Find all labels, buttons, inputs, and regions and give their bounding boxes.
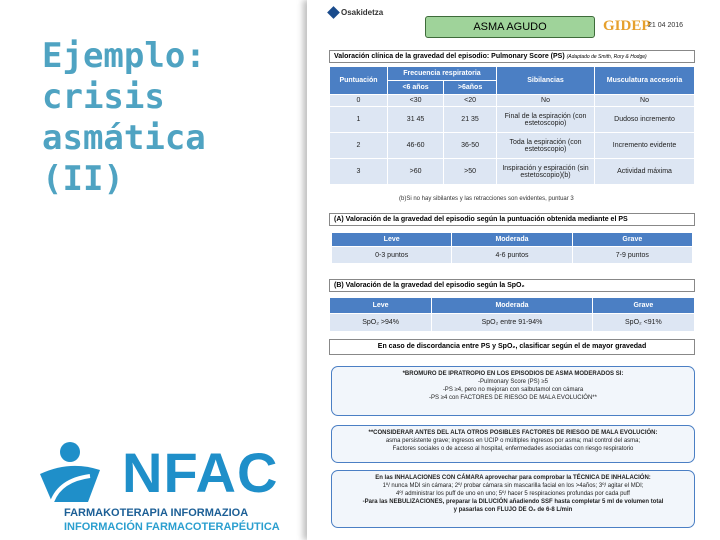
section-a-header: (A) Valoración de la gravedad del episodio según la puntuación obtenida mediante el PS [329, 213, 695, 226]
b-col-grave: Grave [592, 298, 694, 314]
cell: 31 45 [388, 107, 444, 133]
inhalation-line-1: 1º/ nunca MDI sin cámara; 2º/ probar cámara sin mascarilla facial en los >4años; 3º/ agitar el MDI; [382, 483, 644, 489]
inhalation-line-4: y pasarlas con FLUJO DE O₂ de 6-8 L/min [453, 507, 573, 513]
risk-factors-title: **CONSIDERAR ANTES DEL ALTA OTROS POSIBLES FACTORES DE RIESGO DE MALA EVOLUCIÓN: [368, 430, 658, 436]
risk-factors-line-1: asma persistente grave; ingresos en UCIP o múltiples ingresos por asma; mal control del asma; [385, 438, 641, 444]
cell: 46-60 [388, 133, 444, 159]
table-row [330, 95, 695, 107]
infac-logo [30, 440, 300, 535]
a-col-grave: Grave [572, 233, 692, 247]
cell: 0 [330, 95, 388, 107]
cell: <20 [444, 95, 497, 107]
cell: 21 35 [444, 107, 497, 133]
section-b-table [329, 297, 695, 332]
title-line-4: (II) [42, 159, 124, 199]
cell: 4-6 puntos [452, 247, 572, 264]
cell: SpO₂ entre 91-94% [432, 314, 593, 332]
osakidetza-icon [327, 7, 340, 20]
ps-header-note: (Adaptado de Smith, Rory & Hodge) [566, 54, 647, 60]
cell: Inspiración y espiración (sin estetoscopio)(b) [497, 159, 595, 185]
infac-wordmark: NFAC [122, 441, 279, 504]
ipratropio-title: *BROMURO DE IPRATROPIO EN LOS EPISODIOS DE ASMA MODERADOS SI: [402, 371, 624, 377]
cell: Final de la espiración (con estetoscopio) [497, 107, 595, 133]
title-line-1: Ejemplo: [42, 36, 206, 76]
risk-factors-line-2: Factores sociales o de acceso al hospital, enfermedades asociadas con riesgo respiratorio [392, 446, 634, 452]
ps-footnote: (b)Si no hay sibilantes y las retracciones son evidentes, puntuar 3 [399, 196, 574, 202]
cell: 1 [330, 107, 388, 133]
col-sibilancias: Sibilancias [497, 67, 595, 95]
table-row [330, 159, 695, 185]
inhalation-line-2: 4º/ administrar los puff de uno en uno; 5º/ hacer 5 respiraciones profundas por cada puff [396, 491, 630, 497]
title-banner: ASMA AGUDO [425, 16, 595, 38]
cell: 2 [330, 133, 388, 159]
ps-header-text: Valoración clínica de la gravedad del episodio: Pulmonary Score (PS) [334, 53, 565, 60]
gidep-logo: GIDEP [603, 18, 651, 34]
col-frecuencia: Frecuencia respiratoria [388, 67, 497, 81]
cell: <30 [388, 95, 444, 107]
slide-title [42, 36, 292, 200]
table-row [332, 247, 693, 264]
cell: SpO₂ >94% [330, 314, 432, 332]
document-panel [307, 0, 720, 540]
inhalation-box [331, 470, 695, 528]
ps-header [329, 50, 695, 63]
document-date: 21 04 2016 [648, 22, 684, 29]
title-line-3: asmática [42, 118, 206, 158]
cell: 7-9 puntos [572, 247, 692, 264]
ipratropio-box [331, 366, 695, 416]
ipratropio-line-3: -PS ≥4 con FACTORES DE RIESGO DE MALA EVOLUCIÓN** [429, 395, 597, 401]
ps-table [329, 66, 695, 185]
cell: Incremento evidente [595, 133, 695, 159]
inhalation-title: En las INHALACIONES CON CÁMARA aprovechar para comprobar la TÉCNICA DE INHALACIÓN: [375, 475, 651, 481]
cell: No [497, 95, 595, 107]
cell: No [595, 95, 695, 107]
col-puntuacion: Puntuación [330, 67, 388, 95]
col-musculatura: Musculatura accesoria [595, 67, 695, 95]
cell: SpO₂ <91% [592, 314, 694, 332]
subcol-mayor6: >6años [444, 81, 497, 95]
ipratropio-line-2: -PS ≥4, pero no mejoran con salbutamol con cámara [442, 387, 584, 393]
osakidetza-label: Osakidetza [341, 8, 384, 17]
title-line-2: crisis [42, 77, 165, 117]
cell: Dudoso incremento [595, 107, 695, 133]
inhalation-line-3: -Para las NEBULIZACIONES, preparar la DILUCIÓN añadiendo SSF hasta completar 5 ml de volumen total [362, 499, 664, 505]
osakidetza-logo [329, 8, 383, 17]
infac-subtitle-basque: FARMAKOTERAPIA INFORMAZIOA [64, 507, 249, 519]
a-col-leve: Leve [332, 233, 452, 247]
risk-factors-box [331, 425, 695, 463]
cell: 36-50 [444, 133, 497, 159]
cell: >50 [444, 159, 497, 185]
b-col-leve: Leve [330, 298, 432, 314]
cell: Actividad máxima [595, 159, 695, 185]
ipratropio-line-1: -Pulmonary Score (PS) ≥5 [478, 379, 548, 385]
table-row [330, 314, 695, 332]
section-b-header: (B) Valoración de la gravedad del episodio según la SpO₂ [329, 279, 695, 292]
discordance-note: En caso de discordancia entre PS y SpO₂, clasificar según el de mayor gravedad [329, 339, 695, 355]
infac-subtitle-spanish: INFORMACIÓN FARMACOTERAPÉUTICA [64, 521, 280, 533]
cell: >60 [388, 159, 444, 185]
subcol-menor6: <6 años [388, 81, 444, 95]
a-col-moderada: Moderada [452, 233, 572, 247]
cell: Toda la espiración (con estetoscopio) [497, 133, 595, 159]
table-row [330, 107, 695, 133]
section-a-table [331, 232, 693, 264]
table-row [330, 133, 695, 159]
b-col-moderada: Moderada [432, 298, 593, 314]
cell: 3 [330, 159, 388, 185]
cell: 0-3 puntos [332, 247, 452, 264]
